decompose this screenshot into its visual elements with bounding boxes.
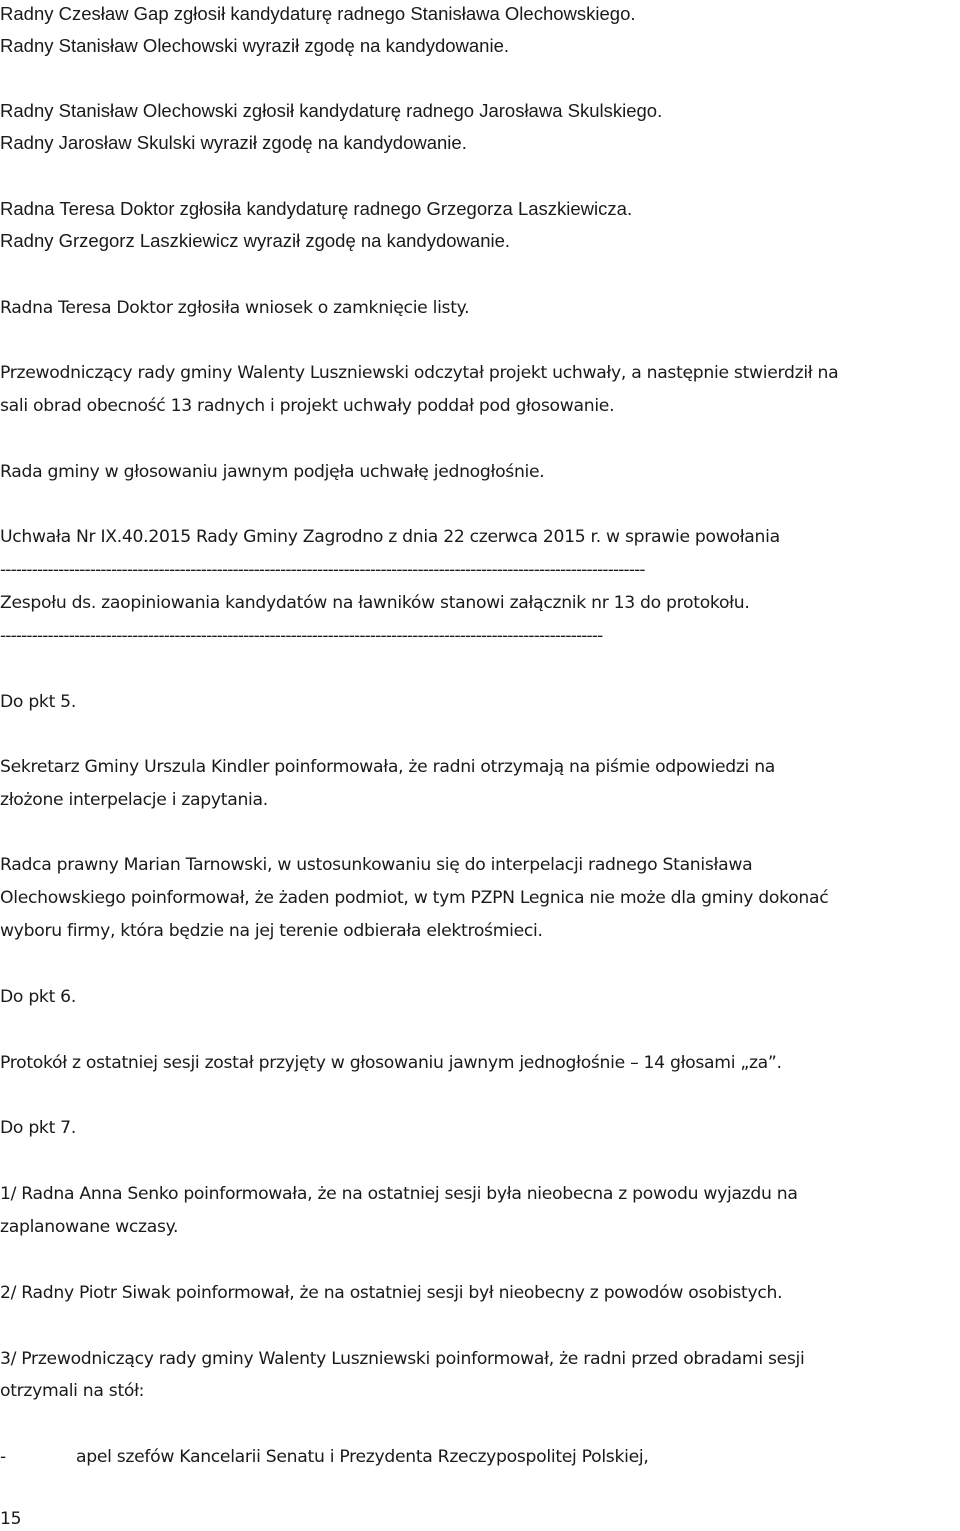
text-line: Przewodniczący rady gminy Walenty Luszniewski odczytał projekt uchwały, a następnie stwierdził na <box>0 363 839 383</box>
text-line: Zespołu ds. zaopiniowania kandydatów na ławników stanowi załącznik nr 13 do protokołu. <box>0 593 750 613</box>
text-line: otrzymali na stół: <box>0 1381 145 1401</box>
text-line: sali obrad obecność 13 radnych i projekt uchwały poddał pod głosowanie. <box>0 396 615 416</box>
text-line: Uchwała Nr IX.40.2015 Rady Gminy Zagrodno z dnia 22 czerwca 2015 r. w sprawie powołania <box>0 527 780 547</box>
text-line: wyboru firmy, która będzie na jej terenie odbierała elektrośmieci. <box>0 921 543 941</box>
text-line: 1/ Radna Anna Senko poinformowała, że na ostatniej sesji była nieobecna z powodu wyjazdu na <box>0 1184 798 1204</box>
text-line: Protokół z ostatniej sesji został przyjęty w głosowaniu jawnym jednogłośnie – 14 głosami „za”. <box>0 1053 782 1073</box>
text-line: Radny Czesław Gap zgłosił kandydaturę radnego Stanisława Olechowskiego. <box>0 3 636 24</box>
section-heading: Do pkt 5. <box>0 692 76 712</box>
list-marker: - <box>0 1447 6 1467</box>
text-line: Rada gminy w głosowaniu jawnym podjęła uchwałę jednogłośnie. <box>0 462 545 482</box>
text-line: 2/ Radny Piotr Siwak poinformował, że na ostatniej sesji był nieobecny z powodów osobistych. <box>0 1283 783 1303</box>
text-line: zaplanowane wczasy. <box>0 1217 179 1237</box>
text-line: złożone interpelacje i zapytania. <box>0 790 268 810</box>
dashed-separator: ------------------------------------------------------------------------------------------------------------------ <box>0 626 603 646</box>
list-item <box>0 1445 960 1469</box>
list-item-text: apel szefów Kancelarii Senatu i Prezydenta Rzeczypospolitej Polskiej, <box>76 1447 649 1467</box>
text-line: Radna Teresa Doktor zgłosiła kandydaturę radnego Grzegorza Laszkiewicza. <box>0 198 633 219</box>
text-line: Radna Teresa Doktor zgłosiła wniosek o zamknięcie listy. <box>0 298 470 318</box>
text-line: Olechowskiego poinformował, że żaden podmiot, w tym PZPN Legnica nie może dla gminy dokonać <box>0 888 829 908</box>
section-heading: Do pkt 7. <box>0 1118 76 1138</box>
text-line: Radca prawny Marian Tarnowski, w ustosunkowaniu się do interpelacji radnego Stanisława <box>0 855 753 875</box>
text-line: Radny Stanisław Olechowski zgłosił kandydaturę radnego Jarosława Skulskiego. <box>0 100 663 121</box>
section-heading: Do pkt 6. <box>0 987 76 1007</box>
text-line: 3/ Przewodniczący rady gminy Walenty Luszniewski poinformował, że radni przed obradami sesji <box>0 1349 805 1369</box>
text-line: Radny Stanisław Olechowski wyraził zgodę na kandydowanie. <box>0 35 510 56</box>
text-line: Radny Jarosław Skulski wyraził zgodę na kandydowanie. <box>0 132 467 153</box>
dashed-separator: -------------------------------------------------------------------------------------------------------------------------- <box>0 560 645 580</box>
text-line: Radny Grzegorz Laszkiewicz wyraził zgodę na kandydowanie. <box>0 230 511 251</box>
text-line: Sekretarz Gminy Urszula Kindler poinformowała, że radni otrzymają na piśmie odpowiedzi na <box>0 757 776 777</box>
page-number: 15 <box>0 1509 22 1529</box>
